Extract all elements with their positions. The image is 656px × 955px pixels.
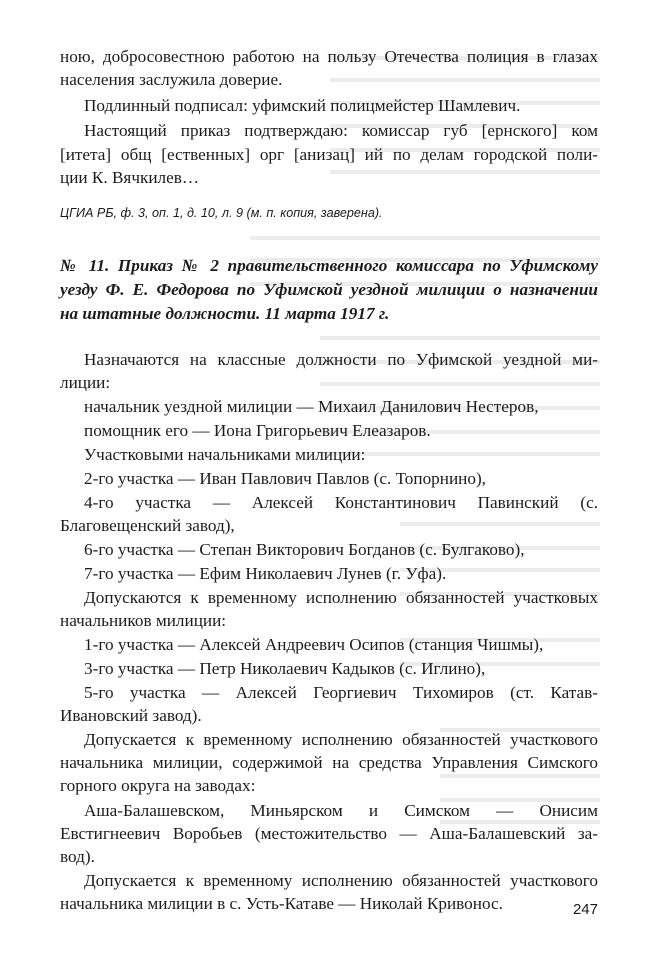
text-line: [итета] общ [ественных] орг [анизац] ий по делам городской поли- <box>60 145 598 164</box>
text-line: ции К. Вячкилев… <box>60 168 200 187</box>
order-line: начальников милиции: <box>60 611 227 630</box>
order-line: Допускается к временному исполнению обязанностей участкового <box>84 871 598 890</box>
order-line: вод). <box>60 847 95 866</box>
order-line: Назначаются на классные должности по Уфимской уездной ми- <box>84 350 598 369</box>
order-line: Благовещенский завод), <box>60 516 235 535</box>
order-line: 1-го участка — Алексей Андреевич Осипов (станция Чишмы), <box>84 635 544 654</box>
order-line: 4-го участка — Алексей Константинович Павинский (с. <box>84 493 598 512</box>
document-heading-line: на штатные должности. 11 марта 1917 г. <box>60 304 390 323</box>
order-line: 5-го участка — Алексей Георгиевич Тихомиров (ст. Катав- <box>84 683 598 702</box>
page-number: 247 <box>572 901 598 918</box>
order-line: 6-го участка — Степан Викторович Богданов (с. Булгаково), <box>84 540 525 559</box>
text-line: ною, добросовестною работою на пользу Отечества полиция в глазах <box>60 47 598 66</box>
order-line: помощник его — Иона Григорьевич Елеазаров. <box>84 421 431 440</box>
text-line: Настоящий приказ подтверждаю: комиссар губ [ернского] ком <box>84 121 598 140</box>
archive-source-note: ЦГИА РБ, ф. 3, оп. 1, д. 10, л. 9 (м. п. копия, заверена). <box>60 206 383 220</box>
text-line: населения заслужила доверие. <box>60 70 283 89</box>
order-line: Евстигнеевич Воробьев (местожительство — Аша-Балашевский за- <box>60 824 598 843</box>
order-line: Допускаются к временному исполнению обязанностей участковых <box>84 588 598 607</box>
order-line: начальник уездной милиции — Михаил Данилович Нестеров, <box>84 397 539 416</box>
order-line: начальника милиции, содержимой на средства Управления Симского <box>60 753 598 772</box>
order-line: горного округа на заводах: <box>60 776 256 795</box>
document-heading-line: уезду Ф. Е. Федорова по Уфимской уездной милиции о назначении <box>60 280 598 299</box>
order-line: Аша-Балашевском, Миньярском и Симском — Онисим <box>84 801 598 820</box>
document-heading-line: № 11. Приказ № 2 правительственного комиссара по Уфимскому <box>60 256 598 275</box>
order-line: начальника милиции в с. Усть-Катаве — Николай Кривонос. <box>60 894 503 913</box>
order-line: Ивановский завод). <box>60 706 202 725</box>
order-line: 2-го участка — Иван Павлович Павлов (с. Топорнино), <box>84 469 486 488</box>
order-line: 7-го участка — Ефим Николаевич Лунев (г. Уфа). <box>84 564 447 583</box>
order-line: лиции: <box>60 373 111 392</box>
order-line: 3-го участка — Петр Николаевич Кадыков (с. Иглино), <box>84 659 486 678</box>
order-line: Участковыми начальниками милиции: <box>84 445 366 464</box>
text-line: Подлинный подписал: уфимский полицмейстер Шамлевич. <box>84 96 521 115</box>
order-line: Допускается к временному исполнению обязанностей участкового <box>84 730 598 749</box>
